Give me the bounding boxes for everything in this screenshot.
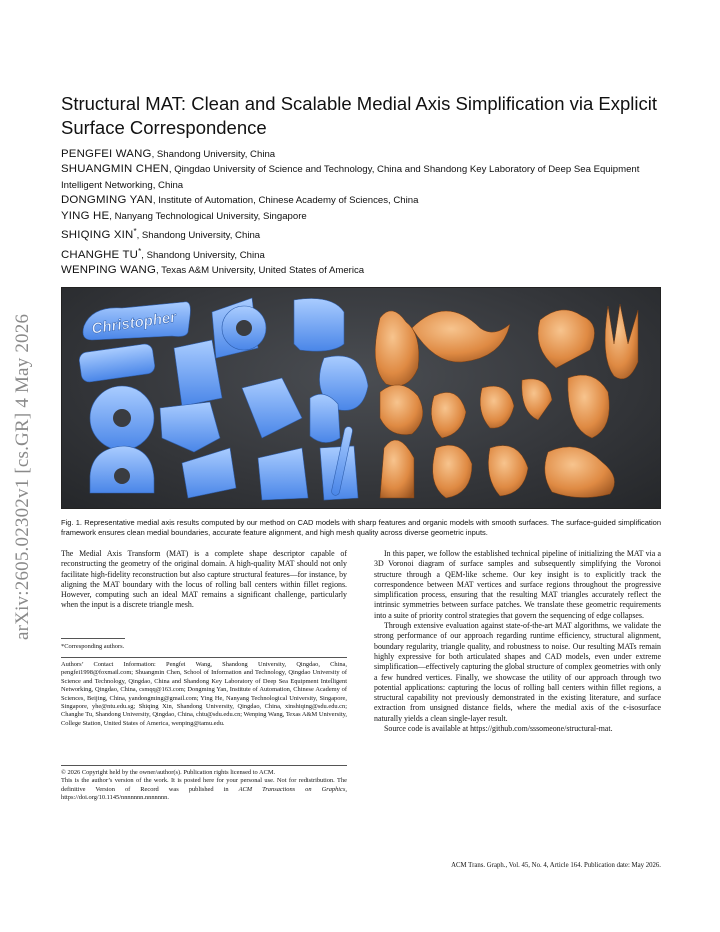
page-footer: ACM Trans. Graph., Vol. 45, No. 4, Article 164. Publication date: May 2026.: [451, 862, 661, 869]
intro-paragraph: In this paper, we follow the established technical pipeline of initializing the MAT via a 3D Voronoi diagram of surface samples and subsequently simplifying the Voronoi structure through a QEM-like scheme. Our key insight is to explicitly track the correspondence between MAT vertices and surface regions throughout the progressive simplification process, ensuring that the resulting MAT triangles accurately reflect the intrinsic symmetries between surface patches. We translate these geometric requirements into a suite of priority control strategies that govern the sequencing of edge collapses.: [374, 549, 661, 620]
left-column: [61, 549, 347, 611]
source-code-paragraph[interactable]: Source code is available at https://github.com/sssomeone/structural-mat.: [384, 724, 613, 734]
corresponding-mark: *: [133, 227, 137, 237]
arxiv-identifier: arXiv:2605.02302v1 [cs.GR] 4 May 2026: [12, 313, 33, 640]
intro-paragraph: Through extensive evaluation against state-of-the-art MAT algorithms, we validate the strong performance of our approach regarding runtime efficiency, structural alignment, boundary regularity, triangle quality, and robustness to noise. Our resulting MATs remain highly expressive for both articulated shapes and CAD models, even under extreme simplification—effectively capturing the global structure of complex geometries with only a few hundred vertices. Finally, we showcase the utility of our approach through two potential applications: capturing the locus of rolling ball centers within fillet regions, a structural capability not previously demonstrated in the existing literature, and surface extraction from unsigned distance fields, where the medial axis of the ϵ-isosurface naturally yields a clean single-layer result.: [374, 621, 661, 723]
author-affiliation: , Shandong University, China: [141, 249, 265, 261]
author-name: WENPING WANG: [61, 264, 156, 277]
author-line: [61, 193, 666, 208]
teaser-models-illustration: [62, 288, 660, 508]
abstract-paragraph: The Medial Axis Transform (MAT) is a complete shape descriptor capable of reconstructing the geometry of the original domain. A high-quality MAT should not only facilitate high-fidelity reconstruction but also capture structural features—for instance, by aligning the MAT boundary with the locus of rolling ball centers within fillet regions. However, computing such an ideal MAT remains a significant challenge, particularly when the input is a discrete triangle mesh.: [61, 549, 347, 610]
doi-link[interactable]: , https://doi.org/10.1145/nnnnnnn.nnnnnnn.: [61, 785, 347, 802]
paper-title: Structural MAT: Clean and Scalable Medial Axis Simplification via Explicit Surface Correspondence: [61, 93, 658, 138]
author-line: [61, 209, 666, 224]
teaser-text-christopher: Christopher: [90, 308, 178, 338]
author-name: PENGFEI WANG: [61, 148, 152, 160]
teaser-figure: [61, 287, 661, 509]
author-line: [61, 162, 666, 193]
footnote-rule: [61, 638, 125, 639]
journal-name: ACM Transactions on Graphics: [238, 785, 346, 793]
copyright-line: This is the author’s version of the work. It is posted here for your personal use. Not for redistribution. The definitive Version of Record was published in: [61, 777, 347, 793]
author-affiliation: , Nanyang Technological University, Singapore: [109, 210, 307, 222]
author-name: DONGMING YAN: [61, 194, 153, 207]
author-line: [61, 244, 666, 264]
author-name: YING HE: [61, 209, 110, 222]
author-name: CHANGHE TU: [61, 248, 139, 261]
contact-information: Authors’ Contact Information: Pengfei Wang, Shandong University, Qingdao, China, pengfei1998@foxmail.com; Shuangmin Chen, School of Information and Technology, Qingdao University of Science and Technology, Qingdao, China and Shandong Key Laboratory of Deep Sea Equipment Intelligent Networking, Qingdao, China, csmqq@163.com; Dongming Yan, Institute of Automation, Chinese Academy of Sciences, Beijing, China, yandongming@gmail.com; Ying He, Nanyang Technological University, Singapore, Singapore, yhe@ntu.edu.sg; Shiqing Xin, Shandong University, Qingdao, China, xinshiqing@sdu.edu.cn; Changhe Tu, Shandong University, Qingdao, China, chtu@sdu.edu.cn; Wenping Wang, Texas A&M University, College Station, United States of America, wenping@tamu.edu.: [61, 661, 347, 727]
figure-caption: Fig. 1. Representative medial axis results computed by our method on CAD models with sharp features and organic models with smooth surfaces. The surface-guided simplification framework ensures clean medial boundaries, accurate feature alignment, and high mesh quality across diverse geometric inputs.: [61, 518, 661, 538]
contact-rule: [61, 657, 347, 658]
copyright-notice: [61, 769, 347, 803]
author-line: [61, 224, 666, 244]
author-affiliation: , Qingdao University of Science and Technology, China and Shandong Key Laboratory of Deep Sea Equipment Intelligent Networking, China: [61, 164, 640, 191]
organic-models: [375, 304, 638, 498]
author-line: [61, 147, 666, 162]
author-affiliation: , Shandong University, China: [136, 230, 261, 242]
author-affiliation: , Shandong University, China: [151, 149, 276, 160]
corresponding-note: *Corresponding authors.: [61, 643, 125, 650]
right-column: [374, 549, 661, 734]
author-name: SHIQING XIN: [61, 229, 134, 242]
author-line: [61, 263, 666, 278]
author-affiliation: , Texas A&M University, United States of America: [156, 265, 365, 277]
author-list: [61, 147, 666, 279]
author-name: SHUANGMIN CHEN: [61, 163, 169, 176]
corresponding-mark: *: [138, 246, 142, 256]
copyright-line: © 2026 Copyright held by the owner/author(s). Publication rights licensed to ACM.: [61, 769, 276, 776]
author-affiliation: , Institute of Automation, Chinese Academy of Sciences, China: [152, 195, 419, 207]
copyright-rule: [61, 765, 347, 766]
